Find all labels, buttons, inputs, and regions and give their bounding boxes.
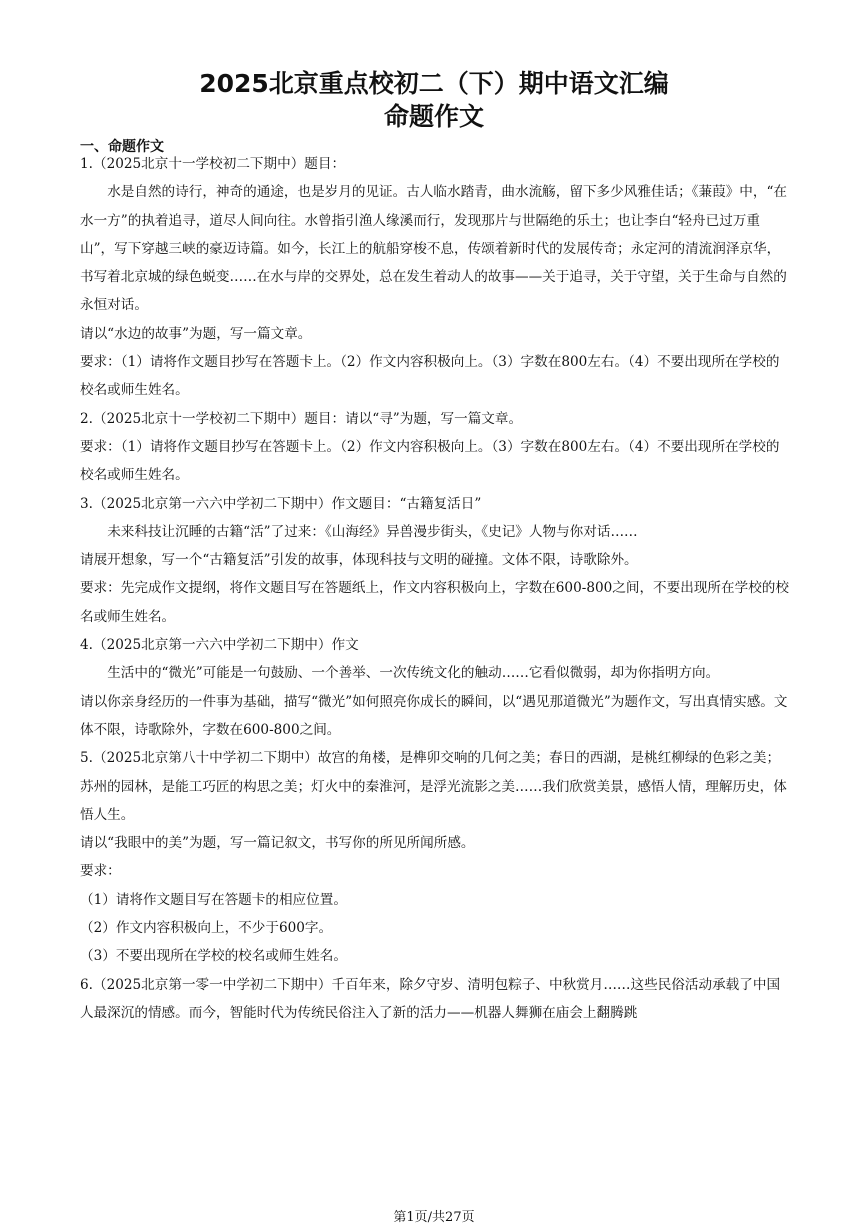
page-footer: 第1页/共27页 bbox=[393, 1210, 475, 1225]
question-3-material: 未来科技让沉睡的古籍“活”了过来：《山海经》异兽漫步街头，《史记》人物与你对话…… bbox=[107, 523, 638, 540]
question-1-prompt: 请以“水边的故事”为题，写一篇文章。 bbox=[80, 325, 312, 342]
question-4-heading: 4.（2025北京第一六六中学初二下期中）作文 bbox=[80, 637, 359, 654]
question-5-requirements-label: 要求： bbox=[80, 863, 121, 880]
question-2-requirements: 要求：（1）请将作文题目抄写在答题卡上。（2）作文内容积极向上。（3）字数在800左右。（4）不要出现所在学校的校名或师生姓名。 bbox=[80, 438, 780, 484]
document-title: 2025北京重点校初二（下）期中语文汇编 bbox=[199, 69, 669, 98]
question-5-requirement-2: （2）作文内容积极向上，不少于600字。 bbox=[80, 920, 333, 937]
question-1-requirements: 要求：（1）请将作文题目抄写在答题卡上。（2）作文内容积极向上。（3）字数在800左右。（4）不要出现所在学校的校名或师生姓名。 bbox=[80, 354, 780, 399]
question-2-heading: 2.（2025北京十一学校初二下期中）题目：请以“寻”为题，写一篇文章。 bbox=[80, 410, 523, 427]
document-subtitle: 命题作文 bbox=[383, 102, 484, 131]
question-3-heading: 3.（2025北京第一六六中学初二下期中）作文题目：“古籍复活日” bbox=[80, 495, 482, 512]
question-1-material: 水是自然的诗行，神奇的通途，也是岁月的见证。古人临水踏青，曲水流觞，留下多少风雅佳话；《蒹葭》中，“在水一方”的执着追寻，道尽人间向往。水曾指引渔人缘溪而行，发现那片与世隔绝的乐土；也让李白“轻舟已过万重山”，写下穿越三峡的豪迈诗篇。如今，长江上的航船穿梭不息，传颂着新时代的发展传奇；永定河的清流润泽京华，书写着北京城的绿色蜕变……在水与岸的交界处，总在发生着动人的故事——关于追寻，关于守望，关于生命与自然的永恒对话。 bbox=[80, 184, 788, 314]
question-5-requirement-3: （3）不要出现所在学校的校名或师生姓名。 bbox=[80, 948, 347, 965]
question-3-requirements: 要求：先完成作文提纲，将作文题目写在答题纸上，作文内容积极向上，字数在600-800之间，不要出现所在学校的校名或师生姓名。 bbox=[80, 580, 789, 625]
question-5-heading: 5.（2025北京第八十中学初二下期中）故宫的角楼，是榫卯交响的几何之美；春日的西湖，是桃红柳绿的色彩之美；苏州的园林，是能工巧匠的构思之美；灯火中的秦淮河，是浮光流影之美……我们欣赏美景，感悟人情，理解历史，体悟人生。 bbox=[80, 750, 787, 823]
question-3-prompt: 请展开想象，写一个“古籍复活”引发的故事，体现科技与文明的碰撞。文体不限，诗歌除外。 bbox=[80, 552, 638, 569]
question-4-prompt: 请以你亲身经历的一件事为基础，描写“微光”如何照亮你成长的瞬间，以“遇见那道微光”为题作文，写出真情实感。文体不限，诗歌除外，字数在600-800之间。 bbox=[80, 693, 788, 738]
document-body bbox=[80, 150, 792, 1027]
section-heading: 一、命题作文 bbox=[80, 139, 164, 155]
question-5-requirement-1: （1）请将作文题目写在答题卡的相应位置。 bbox=[80, 891, 347, 908]
question-5-prompt: 请以“我眼中的美”为题，写一篇记叙文，书写你的所见所闻所感。 bbox=[80, 835, 475, 852]
question-4-material: 生活中的“微光”可能是一句鼓励、一个善举、一次传统文化的触动……它看似微弱，却为你指明方向。 bbox=[107, 665, 720, 682]
question-6-heading: 6.（2025北京第一零一中学初二下期中）千百年来，除夕守岁、清明包粽子、中秋赏月……这些民俗活动承载了中国人最深沉的情感。而今，智能时代为传统民俗注入了新的活力——机器人舞狮在庙会上翻腾跳 bbox=[80, 976, 781, 1021]
question-1-heading: 1.（2025北京十一学校初二下期中）题目： bbox=[80, 156, 346, 172]
